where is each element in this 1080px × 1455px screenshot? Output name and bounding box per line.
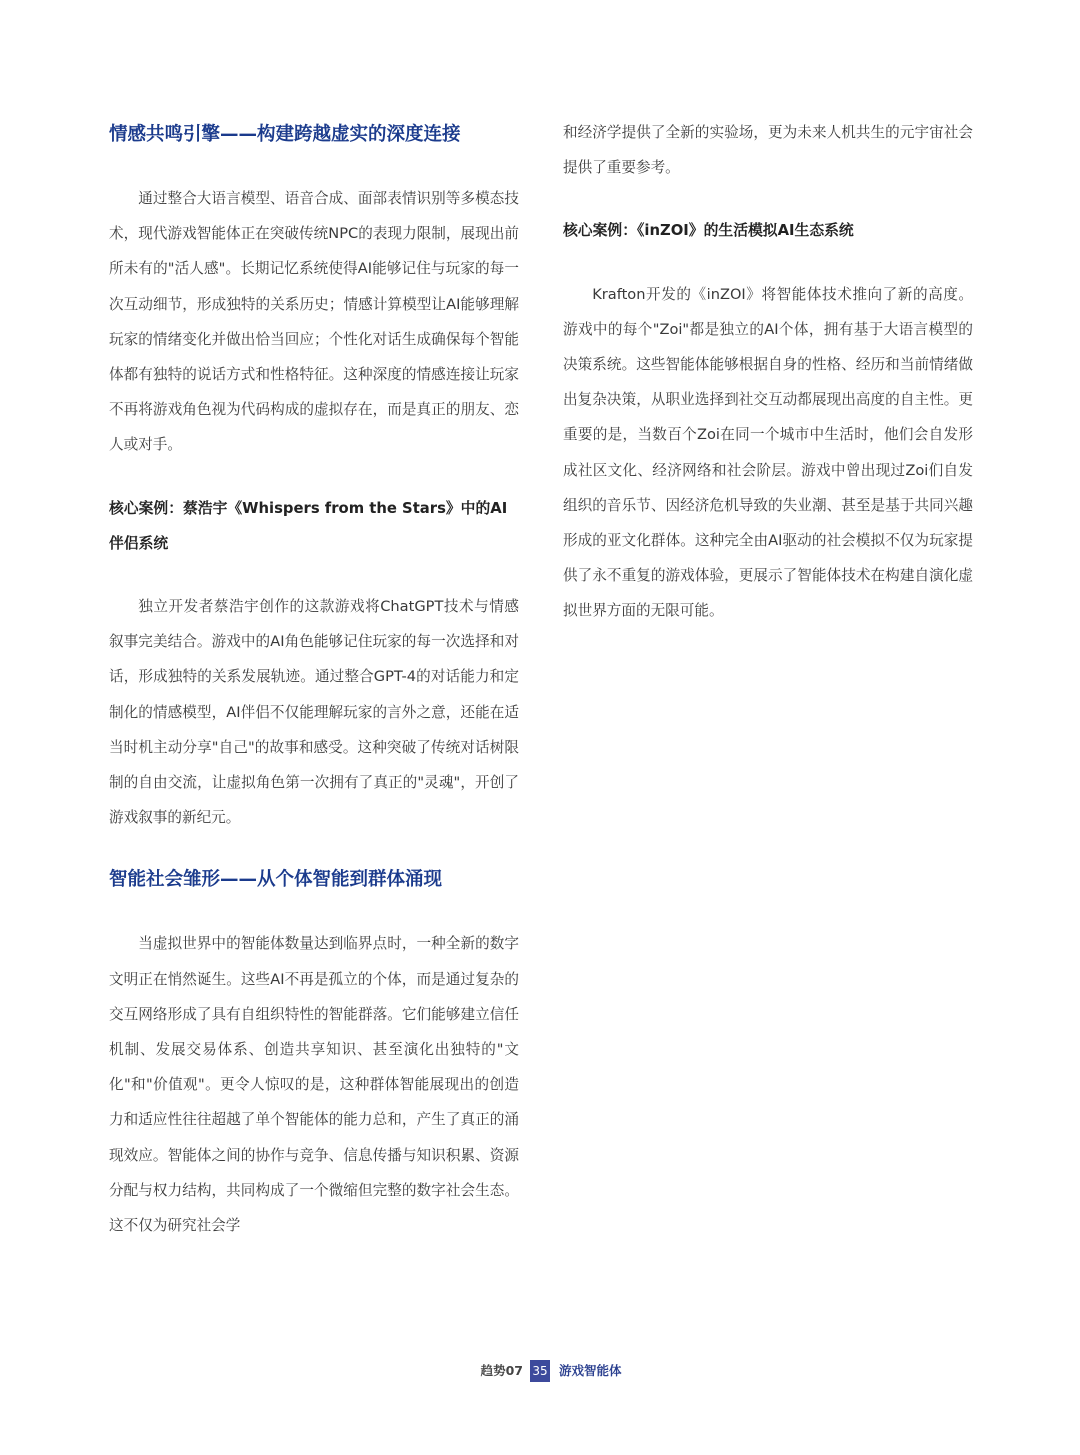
case-paragraph-inzoi: Krafton开发的《inZOI》将智能体技术推向了新的高度。游戏中的每个"Zoi"都是独立的AI个体，拥有基于大语言模型的决策系统。这些智能体能够根据自身的性格、经历和当前情绪做出复杂决策，从职业选择到社交互动都展现出高度的自主性。更重要的是，当数百个Zoi在同一个城市中生活时，他们会自发形成社区文化、经济网络和社会阶层。游戏中曾出现过Zoi们自发组织的音乐节、因经济危机导致的失业潮、甚至是基于共同兴趣形成的亚文化群体。这种完全由AI驱动的社会模拟不仅为玩家提供了永不重复的游戏体验，更展示了智能体技术在构建自演化虚拟世界方面的无限可能。: [563, 285, 973, 620]
left-column: [109, 118, 519, 1243]
case-heading-inzoi: 核心案例：《inZOI》的生活模拟AI生态系统: [563, 222, 854, 240]
section-heading-emotional-resonance: 情感共鸣引擎——构建跨越虚实的深度连接: [109, 124, 461, 145]
page-number: 35: [530, 1360, 550, 1382]
body-paragraph: 当虚拟世界中的智能体数量达到临界点时，一种全新的数字文明正在悄然诞生。这些AI不再是孤立的个体，而是通过复杂的交互网络形成了具有自组织特性的智能群落。它们能够建立信任机制、发展交易体系、创造共享知识、甚至演化出独特的"文化"和"价值观"。更令人惊叹的是，这种群体智能展现出的创造力和适应性往往超越了单个智能体的能力总和，产生了真正的涌现效应。智能体之间的协作与竞争、信息传播与知识积累、资源分配与权力结构，共同构成了一个微缩但完整的数字社会生态。这不仅为研究社会学: [109, 935, 519, 1235]
footer-section-label: 趋势07: [480, 1363, 523, 1378]
page-footer: [0, 1360, 1080, 1382]
section-heading-intelligent-society: 智能社会雏形——从个体智能到群体涌现: [109, 869, 443, 891]
footer-chapter-label: 游戏智能体: [559, 1363, 622, 1378]
continued-paragraph: 和经济学提供了全新的实验场，更为未来人机共生的元宇宙社会提供了重要参考。: [563, 124, 973, 177]
case-paragraph-whispers: 独立开发者蔡浩宇创作的这款游戏将ChatGPT技术与情感叙事完美结合。游戏中的AI角色能够记住玩家的每一次选择和对话，形成独特的关系发展轨迹。通过整合GPT-4的对话能力和定制化的情感模型，AI伴侣不仅能理解玩家的言外之意，还能在适当时机主动分享"自己"的故事和感受。这种突破了传统对话树限制的自由交流，让虚拟角色第一次拥有了真正的"灵魂"，开创了游戏叙事的新纪元。: [109, 598, 519, 827]
case-heading-whispers: 核心案例：蔡浩宇《Whispers from the Stars》中的AI伴侣系统: [109, 499, 508, 552]
body-paragraph: 通过整合大语言模型、语音合成、面部表情识别等多模态技术，现代游戏智能体正在突破传统NPC的表现力限制，展现出前所未有的"活人感"。长期记忆系统使得AI能够记住与玩家的每一次互动细节，形成独特的关系历史；情感计算模型让AI能够理解玩家的情绪变化并做出恰当回应；个性化对话生成确保每个智能体都有独特的说话方式和性格特征。这种深度的情感连接让玩家不再将游戏角色视为代码构成的虚拟存在，而是真正的朋友、恋人或对手。: [109, 190, 519, 454]
right-column: [563, 115, 973, 629]
